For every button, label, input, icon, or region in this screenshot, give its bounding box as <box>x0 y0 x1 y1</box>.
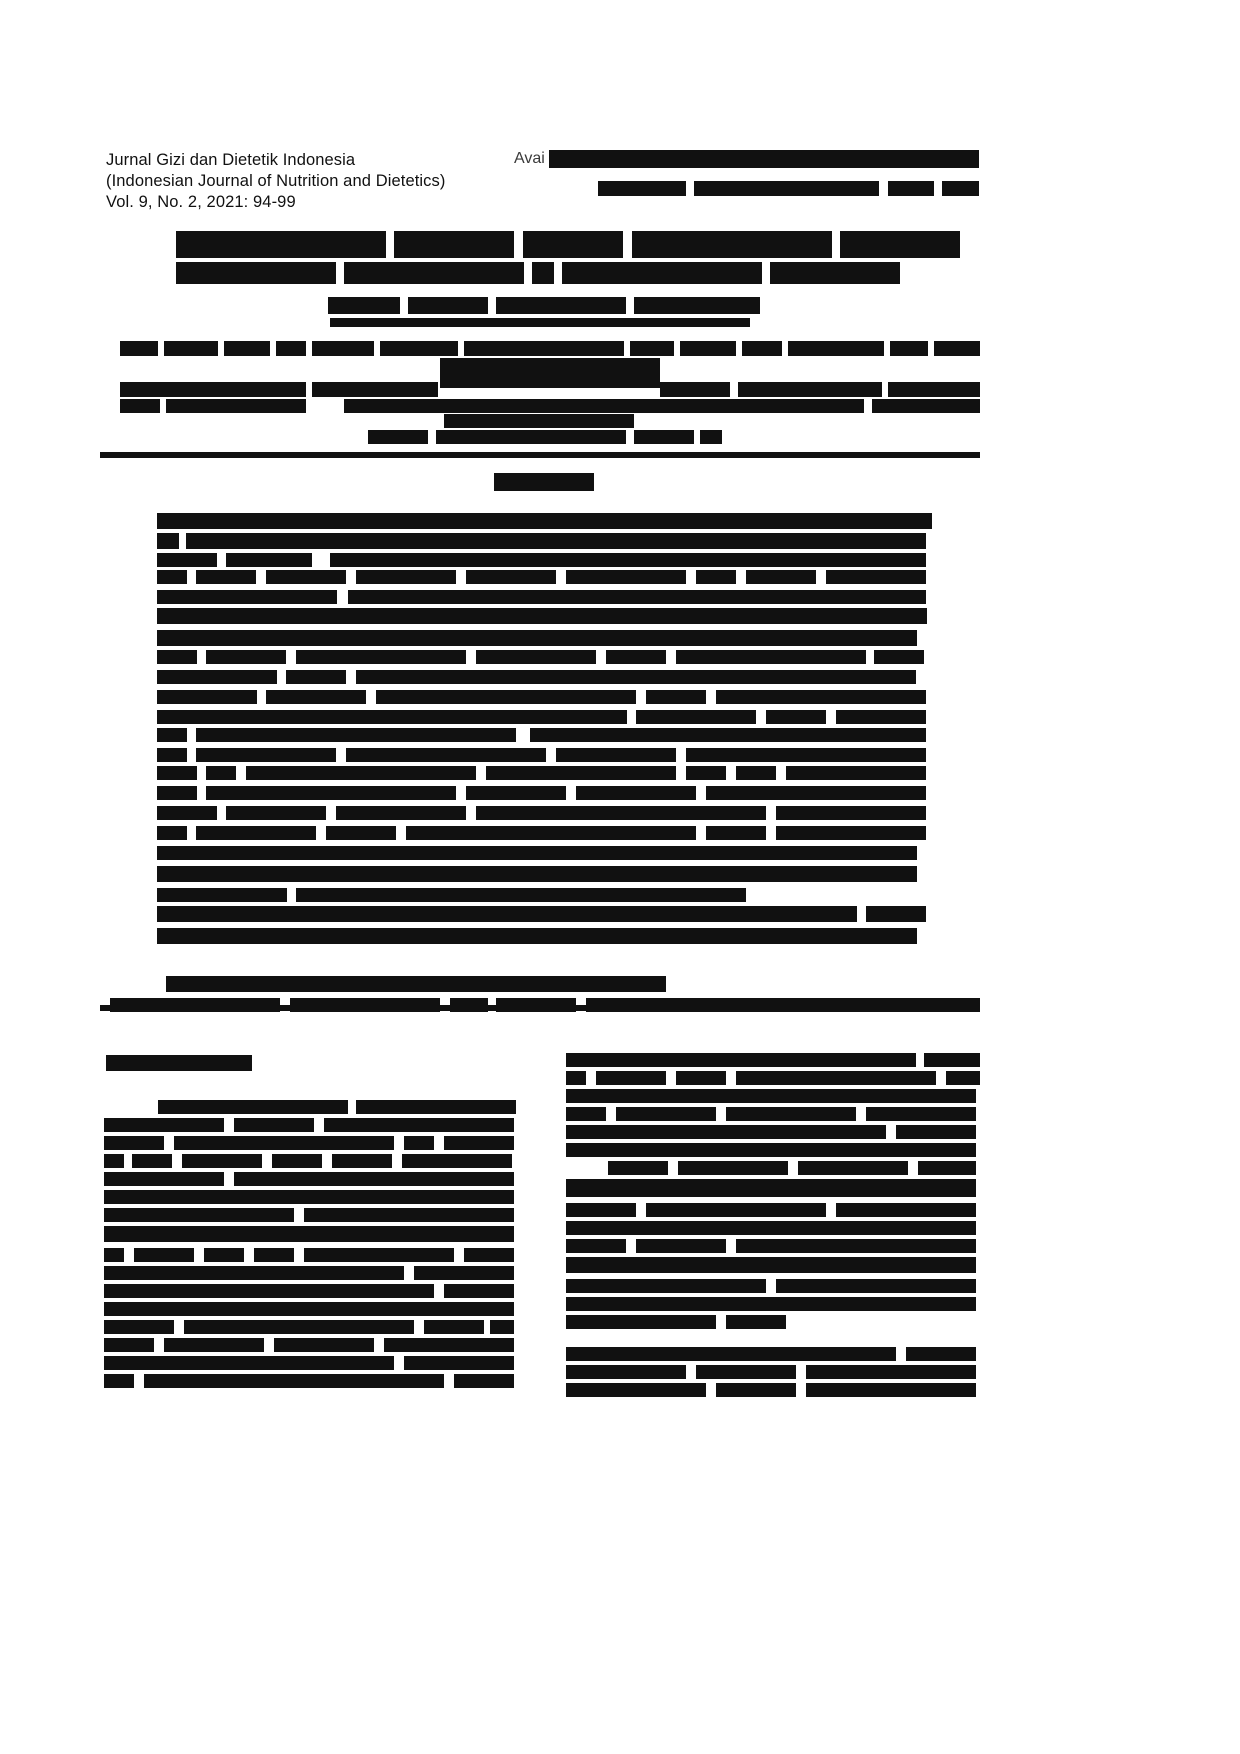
body-line-left-column <box>324 1118 514 1132</box>
body-line-right-column <box>566 1383 706 1397</box>
abstract-line <box>157 928 917 944</box>
body-line-right-column <box>836 1203 976 1217</box>
body-line-left-column <box>174 1136 394 1150</box>
abstract-line <box>157 690 257 704</box>
body-line-right-column <box>566 1071 586 1085</box>
body-line-left-column <box>304 1208 514 1222</box>
body-line-right-column <box>806 1365 976 1379</box>
abstract-line <box>286 670 346 684</box>
affiliation-line <box>660 382 730 397</box>
affiliation-line <box>444 414 634 428</box>
body-line-right-column <box>566 1221 976 1235</box>
abstract-line <box>676 650 866 664</box>
abstract-line <box>157 906 857 922</box>
affiliation-line <box>120 341 158 356</box>
abstract-line <box>486 766 676 780</box>
body-line-left-column <box>384 1338 514 1352</box>
affiliation-line <box>276 341 306 356</box>
affiliation-line <box>934 341 980 356</box>
body-line-left-column <box>164 1338 264 1352</box>
title-line <box>176 262 336 284</box>
body-line-right-column <box>776 1279 976 1293</box>
body-line-left-column <box>234 1118 314 1132</box>
abstract-line <box>157 806 217 820</box>
body-line-right-column <box>866 1107 976 1121</box>
abstract-line <box>196 826 316 840</box>
body-line-left-column <box>104 1320 174 1334</box>
abstract-line <box>206 650 286 664</box>
body-line-left-column <box>104 1356 394 1370</box>
abstract-line <box>157 826 187 840</box>
abstract-line <box>696 570 736 584</box>
abstract-line <box>476 806 766 820</box>
abstract-line <box>246 766 476 780</box>
title-line <box>176 231 386 258</box>
abstract-line <box>157 608 927 624</box>
divider-top <box>100 452 980 458</box>
affiliation-line <box>630 341 674 356</box>
journal-name: Jurnal Gizi dan Dietetik Indonesia <box>106 151 356 169</box>
section-heading-left <box>106 1055 252 1071</box>
abstract-line <box>157 866 917 882</box>
abstract-line <box>348 590 926 604</box>
abstract-line <box>786 766 926 780</box>
body-line-right-column <box>696 1365 796 1379</box>
affiliation-line <box>464 341 624 356</box>
body-line-right-column <box>896 1125 976 1139</box>
body-line-right-column <box>924 1053 980 1067</box>
abstract-line <box>766 710 826 724</box>
body-line-left-column <box>356 1100 516 1114</box>
abstract-line <box>157 590 337 604</box>
abstract-line <box>776 806 926 820</box>
abstract-line <box>476 650 596 664</box>
body-line-left-column <box>104 1374 134 1388</box>
title-line <box>562 262 762 284</box>
body-line-left-column <box>272 1154 322 1168</box>
body-line-left-column <box>104 1284 434 1298</box>
abstract-line <box>206 786 456 800</box>
title-line <box>532 262 554 284</box>
body-line-left-column <box>204 1248 244 1262</box>
affiliation-line <box>120 382 306 397</box>
abstract-line <box>346 748 546 762</box>
abstract-line <box>226 806 326 820</box>
body-line-right-column <box>906 1347 976 1361</box>
abstract-line <box>226 553 312 567</box>
abstract-line <box>530 728 926 742</box>
body-line-right-column <box>946 1071 980 1085</box>
abstract-line <box>706 826 766 840</box>
affiliation-line <box>166 399 306 413</box>
affiliation-line <box>436 430 626 444</box>
body-line-left-column <box>424 1320 484 1334</box>
body-line-left-column <box>104 1190 514 1204</box>
affiliation-line <box>312 382 438 397</box>
body-line-left-column <box>104 1172 224 1186</box>
affiliation-line <box>634 430 694 444</box>
title-line <box>523 231 623 258</box>
abstract-line <box>686 748 926 762</box>
body-line-right-column <box>726 1107 856 1121</box>
body-line-left-column <box>454 1374 514 1388</box>
affiliation-line <box>312 341 374 356</box>
body-line-left-column <box>444 1284 514 1298</box>
body-line-left-column <box>182 1154 262 1168</box>
abstract-line <box>336 806 466 820</box>
availability-line <box>598 181 686 196</box>
affiliation-line <box>872 399 980 413</box>
affiliation-line <box>680 341 736 356</box>
abstract-line <box>157 553 217 567</box>
authors-line <box>328 297 400 314</box>
abstract-line <box>266 690 366 704</box>
abstract-line <box>866 906 926 922</box>
body-line-left-column <box>184 1320 414 1334</box>
body-line-right-column <box>566 1179 976 1197</box>
title-line <box>344 262 524 284</box>
body-line-right-column <box>566 1125 886 1139</box>
keywords-line <box>166 976 666 992</box>
authors-line <box>496 297 626 314</box>
body-line-left-column <box>104 1208 294 1222</box>
journal-volume-line: Vol. 9, No. 2, 2021: 94-99 <box>106 193 296 211</box>
journal-header <box>106 150 445 213</box>
abstract-line <box>776 826 926 840</box>
abstract-line <box>296 888 746 902</box>
body-line-right-column <box>608 1161 668 1175</box>
abstract-line <box>196 728 516 742</box>
affiliation-line <box>738 382 882 397</box>
affiliation-line <box>164 341 218 356</box>
abstract-line <box>466 786 566 800</box>
body-line-left-column <box>104 1226 514 1242</box>
authors-line <box>330 318 750 327</box>
authors-line <box>634 297 760 314</box>
abstract-line <box>826 570 926 584</box>
title-line <box>632 231 832 258</box>
body-line-left-column <box>132 1154 172 1168</box>
abstract-line <box>736 766 776 780</box>
body-line-right-column <box>566 1297 976 1311</box>
affiliation-line <box>120 399 160 413</box>
abstract-line <box>206 766 236 780</box>
body-line-right-column <box>646 1203 826 1217</box>
availability-line <box>888 181 934 196</box>
body-line-left-column <box>274 1338 374 1352</box>
body-line-left-column <box>304 1248 454 1262</box>
abstract-line <box>186 533 926 549</box>
abstract-line <box>296 650 466 664</box>
body-line-right-column <box>918 1161 976 1175</box>
body-line-right-column <box>566 1089 976 1103</box>
abstract-line <box>157 766 197 780</box>
abstract-line <box>157 728 187 742</box>
affiliation-line <box>700 430 722 444</box>
body-line-right-column <box>726 1315 786 1329</box>
body-line-right-column <box>676 1071 726 1085</box>
abstract-line <box>686 766 726 780</box>
journal-name-english: (Indonesian Journal of Nutrition and Dietetics) <box>106 172 446 190</box>
abstract-line <box>157 888 287 902</box>
body-line-right-column <box>566 1365 686 1379</box>
body-line-left-column <box>402 1154 512 1168</box>
body-line-right-column <box>736 1239 976 1253</box>
abstract-line <box>266 570 346 584</box>
abstract-line <box>157 570 187 584</box>
body-line-right-column <box>798 1161 908 1175</box>
abstract-line <box>157 786 197 800</box>
abstract-line <box>566 570 686 584</box>
body-line-right-column <box>736 1071 936 1085</box>
body-line-right-column <box>566 1279 766 1293</box>
affiliation-line <box>368 430 428 444</box>
affiliation-line <box>380 341 458 356</box>
body-line-left-column <box>490 1320 514 1334</box>
body-line-right-column <box>806 1383 976 1397</box>
body-line-left-column <box>464 1248 514 1262</box>
body-line-left-column <box>104 1154 124 1168</box>
abstract-line <box>356 570 456 584</box>
availability-line <box>942 181 979 196</box>
abstract-line <box>376 690 636 704</box>
body-line-right-column <box>566 1203 636 1217</box>
abstract-line <box>330 553 926 567</box>
body-line-right-column <box>616 1107 716 1121</box>
affiliation-line <box>788 341 884 356</box>
abstract-line <box>157 748 187 762</box>
body-line-right-column <box>716 1383 796 1397</box>
affiliation-line <box>440 358 660 388</box>
body-line-right-column <box>566 1315 716 1329</box>
body-line-right-column <box>566 1239 626 1253</box>
availability-line <box>549 150 979 168</box>
body-line-right-column <box>596 1071 666 1085</box>
abstract-line <box>157 846 917 860</box>
body-line-left-column <box>254 1248 294 1262</box>
abstract-line <box>716 690 926 704</box>
body-line-left-column <box>144 1374 444 1388</box>
abstract-line <box>874 650 924 664</box>
authors-line <box>408 297 488 314</box>
body-line-right-column <box>678 1161 788 1175</box>
availability-label: Avai <box>514 150 545 167</box>
abstract-line <box>606 650 666 664</box>
body-line-right-column <box>566 1107 606 1121</box>
abstract-line <box>326 826 396 840</box>
body-line-right-column <box>636 1239 726 1253</box>
body-line-left-column <box>404 1136 434 1150</box>
body-line-left-column <box>332 1154 392 1168</box>
divider-bottom <box>100 1005 980 1011</box>
abstract-line <box>157 513 932 529</box>
body-line-left-column <box>104 1248 124 1262</box>
body-line-left-column <box>104 1118 224 1132</box>
abstract-line <box>706 786 926 800</box>
body-line-left-column <box>104 1302 514 1316</box>
abstract-heading <box>494 473 594 491</box>
affiliation-line <box>888 382 980 397</box>
abstract-line <box>406 826 696 840</box>
body-line-left-column <box>414 1266 514 1280</box>
body-line-right-column <box>566 1257 976 1273</box>
abstract-line <box>356 670 916 684</box>
abstract-line <box>157 710 627 724</box>
abstract-line <box>746 570 816 584</box>
body-line-right-column <box>566 1347 896 1361</box>
abstract-line <box>157 630 917 646</box>
affiliation-line <box>890 341 928 356</box>
abstract-line <box>466 570 556 584</box>
title-line <box>394 231 514 258</box>
affiliation-line <box>742 341 782 356</box>
abstract-line <box>157 650 197 664</box>
abstract-line <box>157 533 179 549</box>
affiliation-line <box>224 341 270 356</box>
title-line <box>770 262 900 284</box>
abstract-line <box>646 690 706 704</box>
abstract-line <box>196 570 256 584</box>
abstract-line <box>576 786 696 800</box>
body-line-left-column <box>134 1248 194 1262</box>
body-line-left-column <box>234 1172 514 1186</box>
body-line-right-column <box>566 1143 976 1157</box>
abstract-line <box>836 710 926 724</box>
body-line-left-column <box>104 1136 164 1150</box>
abstract-line <box>196 748 336 762</box>
affiliation-line <box>344 399 864 413</box>
abstract-line <box>556 748 676 762</box>
abstract-line <box>157 670 277 684</box>
availability-line <box>694 181 879 196</box>
abstract-line <box>636 710 756 724</box>
body-line-left-column <box>104 1338 154 1352</box>
body-line-left-column <box>104 1266 404 1280</box>
body-line-left-column <box>404 1356 514 1370</box>
body-line-right-column <box>566 1053 916 1067</box>
title-line <box>840 231 960 258</box>
body-line-left-column <box>444 1136 514 1150</box>
body-line-left-column <box>158 1100 348 1114</box>
